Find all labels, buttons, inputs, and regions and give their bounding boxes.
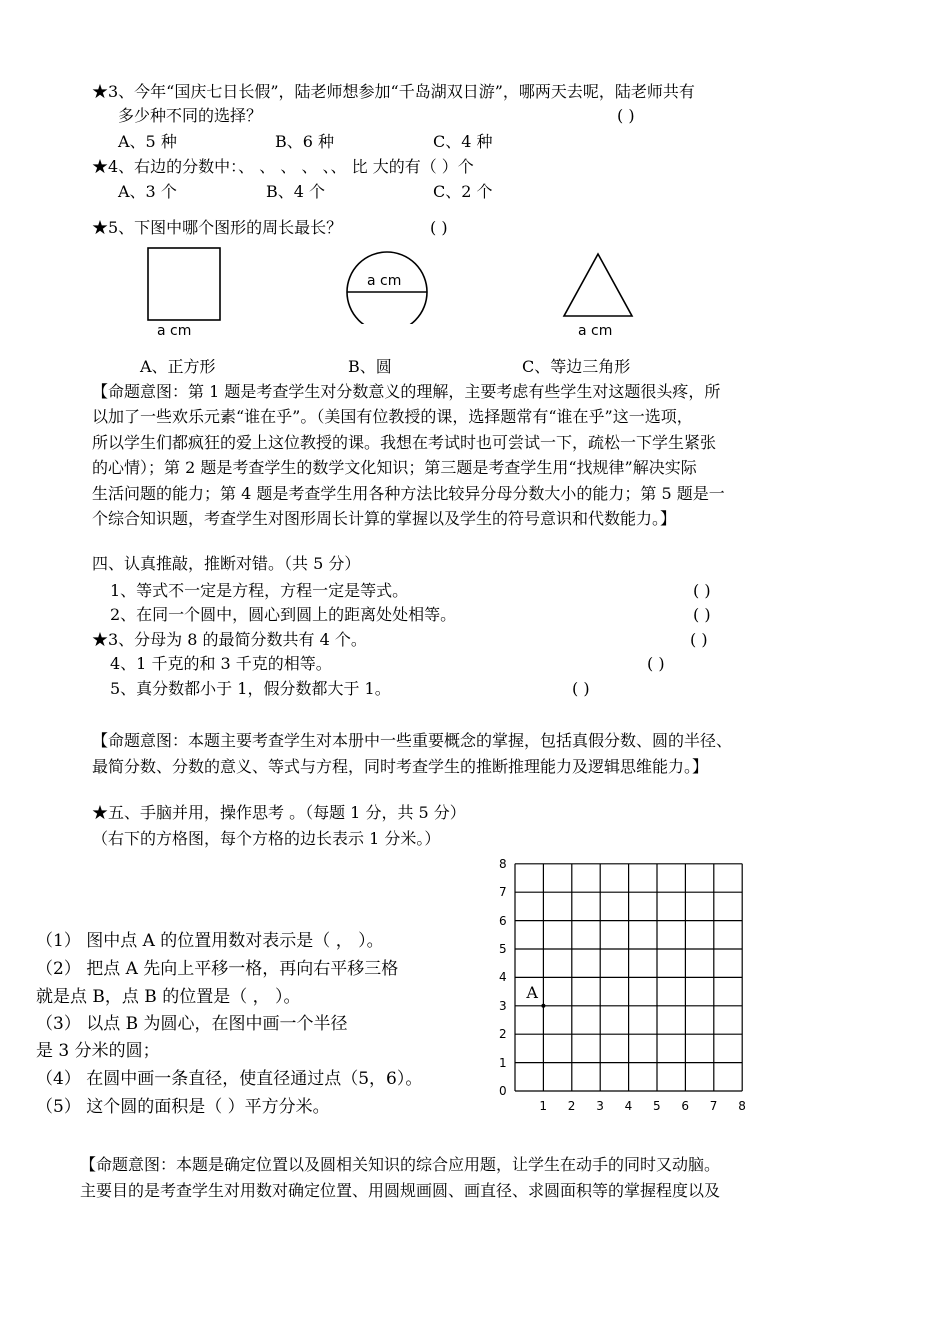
q5-option-a: A、正方形 [140,357,216,376]
part4-item-4: 4、1 千克的和 3 千克的相等。 [110,654,332,673]
triangle-label: a cm [578,323,613,339]
intent1-line: 生活问题的能力；第 4 题是考查学生用各种方法比较异分母分数大小的能力；第 5 题是一 [92,484,725,503]
q3-option-b: B、6 种 [275,132,335,151]
q4-option-c: C、2 个 [433,182,493,201]
part5-question: 就是点 B，点 B 的位置是（ ， ）。 [36,987,301,1007]
part5-question: （1） 图中点 A 的位置用数对表示是（ ， ）。 [36,931,384,951]
y-tick-label: 3 [499,998,507,1013]
y-tick-label: 5 [499,942,507,956]
point-a-label: A [526,982,538,1002]
part4-blank-5[interactable]: ( ) [572,679,590,698]
part5-question: （5） 这个圆的面积是（ ）平方分米。 [36,1097,330,1117]
x-tick-label: 1 [539,1099,548,1113]
square-label: a cm [157,323,192,339]
y-tick-label: 0 [499,1084,507,1098]
intent1-line: 的心情）；第 2 题是考查学生的数学文化知识；第三题是考查学生用“找规律”解决实际 [92,458,697,477]
grid-lines [515,864,742,1091]
part5-heading: ★五、手脑并用，操作思考 。（每题 1 分，共 5 分） [92,803,466,822]
intent3-line: 主要目的是考查学生对用数对确定位置、用圆规画圆、画直径、求圆面积等的掌握程度以及 [80,1181,721,1200]
q5-option-c: C、等边三角形 [522,357,631,376]
x-tick-label: 2 [567,1099,576,1113]
q3-option-a: A、5 种 [118,132,177,151]
x-tick-label: 3 [596,1099,604,1113]
x-tick-label: 6 [681,1099,690,1113]
part4-item-1: 1、等式不一定是方程，方程一定是等式。 [110,581,409,600]
x-tick-label: 5 [653,1099,661,1113]
part5-question: （3） 以点 B 为圆心，在图中画一个半径 [36,1014,348,1034]
q5-text: ★5、下图中哪个图形的周长最长？ [92,218,343,237]
q5-option-b: B、圆 [348,357,392,376]
intent1-line: 【命题意图：第 1 题是考查学生对分数意义的理解，主要考虑有些学生对这题很头疼，所 [92,382,721,401]
part4-blank-4[interactable]: ( ) [647,654,665,673]
part4-blank-3[interactable]: ( ) [690,630,708,649]
x-tick-label: 4 [624,1099,633,1113]
q3-line1: ★3、今年“国庆七日长假”，陆老师想参加“千岛湖双日游”，哪两天去呢，陆老师共有 [92,82,695,101]
y-tick-label: 2 [499,1027,507,1042]
triangle-shape [564,254,632,316]
q4-option-b: B、4 个 [266,182,326,201]
x-tick-label: 7 [709,1099,718,1113]
x-tick-label: 8 [738,1099,746,1113]
intent1-line: 个综合知识题，考查学生对图形周长计算的掌握以及学生的符号意识和代数能力。】 [92,509,677,528]
y-tick-label: 4 [499,970,507,985]
y-tick-label: 1 [499,1055,507,1070]
part5-question: （4） 在圆中画一条直径，使直径通过点（5，6）。 [36,1069,423,1089]
intent2-line: 最简分数、分数的意义、等式与方程，同时考查学生的推断推理能力及逻辑思维能力。】 [92,757,709,776]
point-a-dot[interactable] [541,1004,545,1008]
q3-line2: 多少种不同的选择？ [118,106,263,125]
coordinate-grid[interactable] [505,860,750,1100]
y-tick-label: 8 [499,856,507,871]
q4-text: ★4、右边的分数中：、 、 、 、 、、 比 大的有（ ）个 [92,157,474,176]
part4-item-3: ★3、分母为 8 的最简分数共有 4 个。 [92,630,367,649]
part4-blank-1[interactable]: ( ) [693,581,711,600]
y-tick-label: 6 [499,913,507,928]
square-shape [148,248,220,320]
part4-heading: 四、认真推敲，推断对错。（共 5 分） [92,554,361,573]
intent1-line: 以加了一些欢乐元素“谁在乎”。（美国有位教授的课，选择题常有“谁在乎”这一选项， [92,407,693,426]
part5-question: 是 3 分米的圆； [36,1041,160,1061]
intent3-line: 【命题意图：本题是确定位置以及圆相关知识的综合应用题，让学生在动手的同时又动脑。 [80,1155,721,1174]
part4-item-2: 2、在同一个圆中，圆心到圆上的距离处处相等。 [110,605,457,624]
y-tick-label: 7 [499,885,507,900]
q3-option-c: C、4 种 [433,132,493,151]
q4-option-a: A、3 个 [118,182,177,201]
intent1-line: 所以学生们都疯狂的爱上这位教授的课。我想在考试时也可尝试一下，疏松一下学生紧张 [92,433,717,452]
part5-question: （2） 把点 A 先向上平移一格，再向右平移三格 [36,959,399,979]
intent2-line: 【命题意图：本题主要考查学生对本册中一些重要概念的掌握，包括真假分数、圆的半径、 [92,731,733,750]
q3-answer-blank[interactable]: ( ) [617,106,635,125]
part5-note: （右下的方格图，每个方格的边长表示 1 分米。） [92,829,441,848]
q5-answer-blank[interactable]: ( ) [430,218,448,237]
part4-blank-2[interactable]: ( ) [693,605,711,624]
part4-item-5: 5、真分数都小于 1，假分数都大于 1。 [110,679,391,698]
circle-label: a cm [367,273,402,289]
